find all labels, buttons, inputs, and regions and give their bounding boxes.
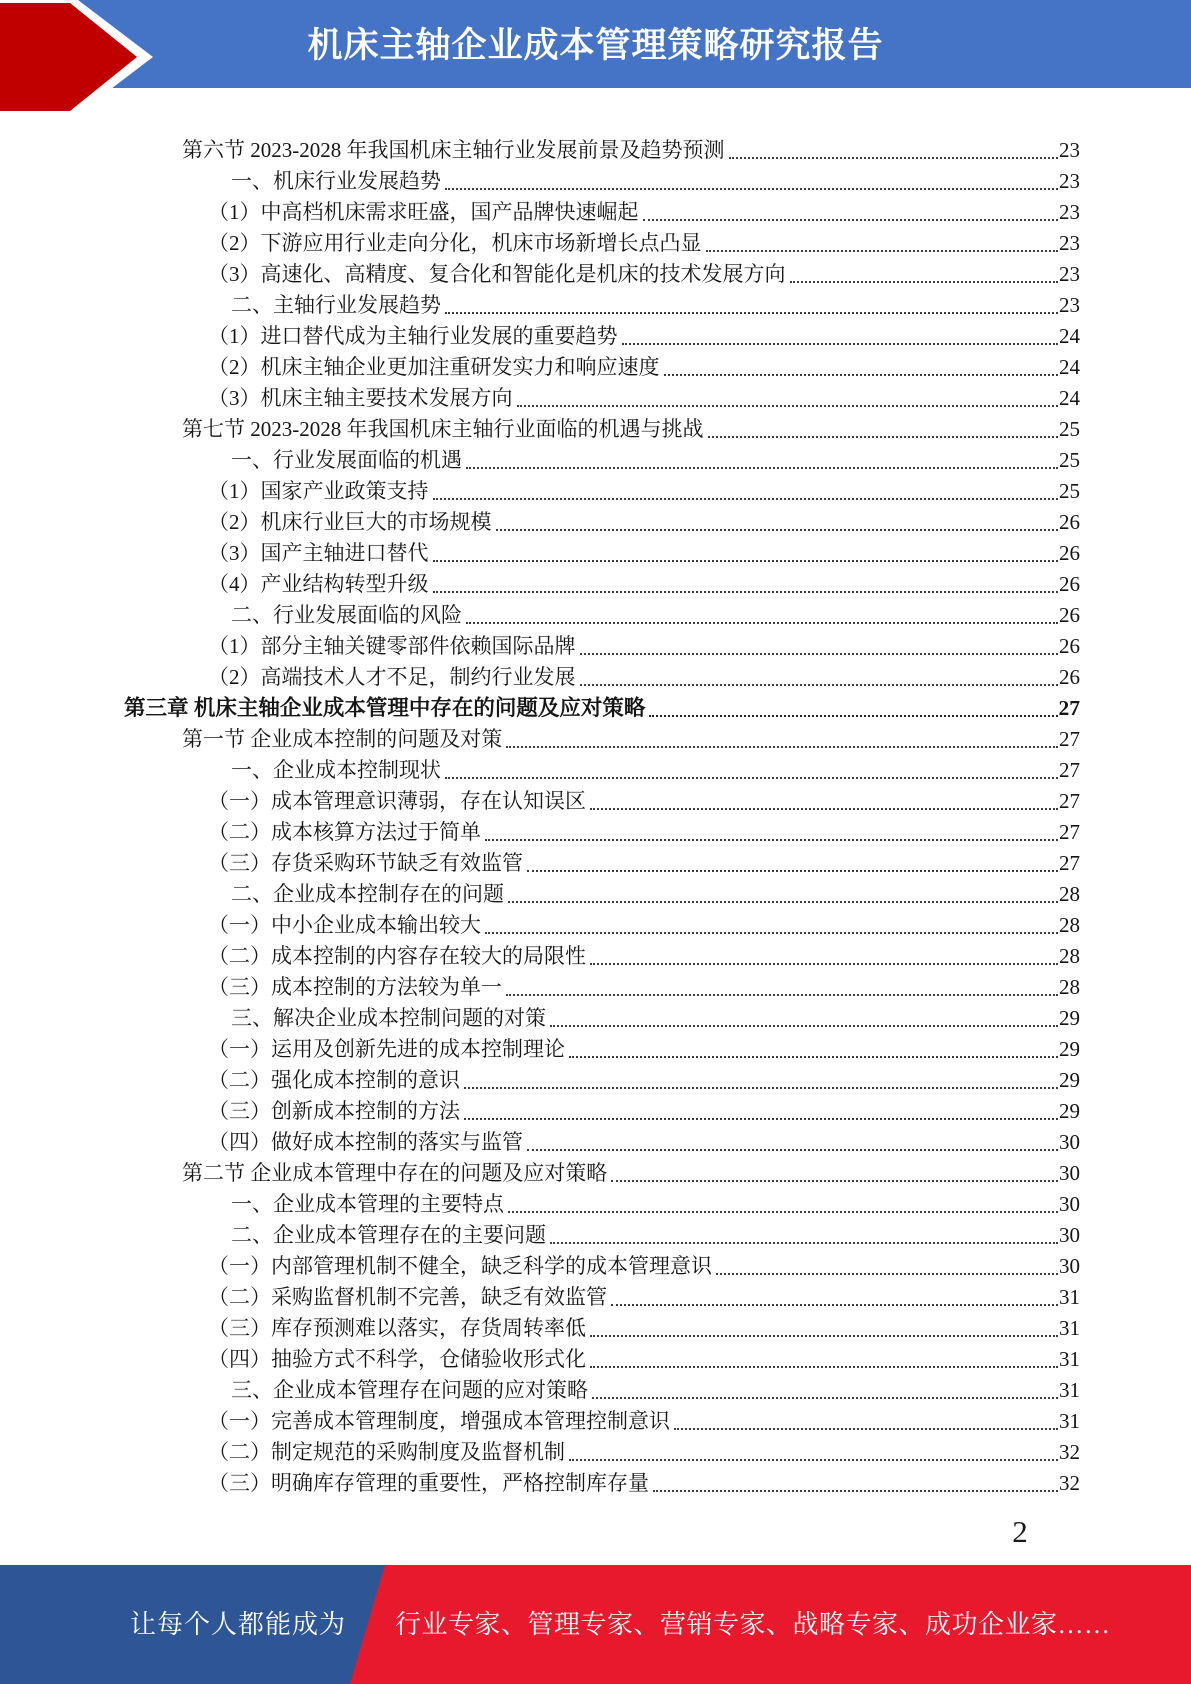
toc-entry-label: （二）制定规范的采购制度及监督机制 (208, 1440, 565, 1464)
toc-entry[interactable] (124, 816, 1080, 847)
toc-entry-label: （1）进口替代成为主轴行业发展的重要趋势 (208, 324, 618, 348)
toc-dot-leader (433, 498, 1059, 500)
toc-page-number: 25 (1059, 448, 1080, 472)
toc-entry-label: （三）创新成本控制的方法 (208, 1099, 460, 1123)
toc-page-number: 29 (1059, 1006, 1080, 1030)
toc-dot-leader (674, 1428, 1058, 1430)
toc-page-number: 28 (1059, 975, 1080, 999)
toc-entry-label: （三）存货采购环节缺乏有效监管 (208, 851, 523, 875)
toc-entry[interactable] (124, 1281, 1080, 1312)
toc-dot-leader (729, 157, 1059, 159)
toc-entry[interactable] (124, 847, 1080, 878)
toc-entry-label: （三）明确库存管理的重要性，严格控制库存量 (208, 1471, 649, 1495)
toc-entry-label: （一）内部管理机制不健全，缺乏科学的成本管理意识 (208, 1254, 712, 1278)
toc-page-number: 27 (1059, 758, 1080, 782)
toc-dot-leader (433, 591, 1059, 593)
toc-entry[interactable] (124, 1436, 1080, 1467)
toc-entry[interactable] (124, 196, 1080, 227)
toc-dot-leader (590, 963, 1058, 965)
toc-page-number: 28 (1059, 913, 1080, 937)
toc-entry[interactable] (124, 227, 1080, 258)
toc-entry[interactable] (124, 413, 1080, 444)
toc-entry[interactable] (124, 785, 1080, 816)
toc-dot-leader (580, 684, 1059, 686)
toc-page-number: 29 (1059, 1037, 1080, 1061)
toc-page-number: 24 (1059, 324, 1080, 348)
toc-entry[interactable] (124, 1188, 1080, 1219)
toc-page-number: 31 (1059, 1378, 1080, 1402)
toc-page-number: 32 (1059, 1471, 1080, 1495)
toc-entry[interactable] (124, 475, 1080, 506)
toc-entry[interactable] (124, 258, 1080, 289)
toc-entry[interactable] (124, 1095, 1080, 1126)
toc-entry-label: 二、行业发展面临的风险 (231, 603, 462, 627)
toc-dot-leader (580, 653, 1059, 655)
toc-entry[interactable] (124, 971, 1080, 1002)
toc-page-number: 29 (1059, 1099, 1080, 1123)
toc-page-number: 26 (1059, 510, 1080, 534)
toc-page-number: 31 (1059, 1285, 1080, 1309)
toc-entry[interactable] (124, 351, 1080, 382)
footer-band (0, 1565, 1191, 1684)
report-title: 机床主轴企业成本管理策略研究报告 (307, 26, 884, 65)
toc-page-number: 30 (1059, 1130, 1080, 1154)
toc-dot-leader (664, 374, 1059, 376)
toc-page-number: 32 (1059, 1440, 1080, 1464)
toc-dot-leader (790, 281, 1059, 283)
toc-entry-label: 第一节 企业成本控制的问题及对策 (182, 727, 503, 751)
toc-page-number: 30 (1059, 1223, 1080, 1247)
toc-dot-leader (445, 312, 1058, 314)
toc-page-number: 31 (1059, 1316, 1080, 1340)
toc-entry[interactable] (124, 878, 1080, 909)
toc-entry[interactable] (124, 506, 1080, 537)
toc-dot-leader (643, 219, 1059, 221)
toc-entry[interactable] (124, 940, 1080, 971)
toc-entry-label: 二、主轴行业发展趋势 (231, 293, 441, 317)
toc-entry-label: （2）机床主轴企业更加注重研发实力和响应速度 (208, 355, 660, 379)
toc-page-number: 26 (1059, 541, 1080, 565)
toc-page-number: 25 (1059, 479, 1080, 503)
toc-entry-label: （一）中小企业成本输出较大 (208, 913, 481, 937)
toc-entry[interactable] (124, 289, 1080, 320)
toc-page-number: 27 (1058, 696, 1080, 720)
toc-dot-leader (485, 932, 1058, 934)
toc-entry[interactable] (124, 134, 1080, 165)
toc-entry-label: 三、解决企业成本控制问题的对策 (231, 1006, 546, 1030)
toc-page-number: 26 (1059, 665, 1080, 689)
toc-page-number: 23 (1059, 262, 1080, 286)
toc-entry[interactable] (124, 1343, 1080, 1374)
toc-entry-label: 一、行业发展面临的机遇 (231, 448, 462, 472)
toc-page-number: 31 (1059, 1347, 1080, 1371)
toc-page-number: 26 (1059, 634, 1080, 658)
toc-entry[interactable] (124, 320, 1080, 351)
toc-page-number: 30 (1059, 1254, 1080, 1278)
toc-entry[interactable] (124, 1033, 1080, 1064)
toc-dot-leader (708, 436, 1059, 438)
toc-page-number: 24 (1059, 355, 1080, 379)
toc-page-number: 30 (1059, 1192, 1080, 1216)
toc-entry[interactable] (124, 723, 1080, 754)
toc-entry-label: （4）产业结构转型升级 (208, 572, 429, 596)
toc-entry-label: （2）机床行业巨大的市场规模 (208, 510, 492, 534)
toc-entry-label: （1）国家产业政策支持 (208, 479, 429, 503)
toc-entry-label: （四）抽验方式不科学，仓储验收形式化 (208, 1347, 586, 1371)
toc-entry-label: （二）成本控制的内容存在较大的局限性 (208, 944, 586, 968)
toc-dot-leader (706, 250, 1059, 252)
toc-page-number: 24 (1059, 386, 1080, 410)
toc-page-number: 23 (1059, 200, 1080, 224)
toc-page-number: 23 (1059, 169, 1080, 193)
toc-page-number: 28 (1059, 944, 1080, 968)
toc-dot-leader (590, 1366, 1058, 1368)
toc-page-number: 29 (1059, 1068, 1080, 1092)
toc-entry-label: 第七节 2023-2028 年我国机床主轴行业面临的机遇与挑战 (182, 417, 704, 441)
toc-entry-label: 二、企业成本管理存在的主要问题 (231, 1223, 546, 1247)
toc-dot-leader (527, 1149, 1058, 1151)
toc-entry-label: （二）采购监督机制不完善，缺乏有效监管 (208, 1285, 607, 1309)
toc-dot-leader (592, 1397, 1058, 1399)
toc-dot-leader (550, 1025, 1058, 1027)
toc-entry[interactable] (124, 661, 1080, 692)
toc-dot-leader (466, 467, 1058, 469)
toc-entry[interactable] (124, 1250, 1080, 1281)
toc-entry-label: （四）做好成本控制的落实与监管 (208, 1130, 523, 1154)
toc-page-number: 27 (1059, 820, 1080, 844)
toc-dot-leader (716, 1273, 1058, 1275)
toc-entry[interactable] (124, 909, 1080, 940)
toc-dot-leader (445, 777, 1058, 779)
footer-slogan-left: 让每个人都能成为 (129, 1610, 346, 1639)
header-banner (0, 0, 1191, 88)
toc-entry-label: （一）运用及创新先进的成本控制理论 (208, 1037, 565, 1061)
toc-entry-label: 一、机床行业发展趋势 (231, 169, 441, 193)
toc-entry[interactable] (124, 1064, 1080, 1095)
toc-entry-label: （3）机床主轴主要技术发展方向 (208, 386, 513, 410)
toc-dot-leader (590, 1335, 1058, 1337)
toc-entry-label: （一）成本管理意识薄弱，存在认知误区 (208, 789, 586, 813)
toc-dot-leader (527, 870, 1058, 872)
toc-dot-leader (653, 1490, 1058, 1492)
toc-entry[interactable] (124, 1002, 1080, 1033)
toc-entry-label: （1）中高档机床需求旺盛，国产品牌快速崛起 (208, 200, 639, 224)
toc-entry[interactable] (124, 1467, 1080, 1498)
toc-entry-label: 第二节 企业成本管理中存在的问题及应对策略 (182, 1161, 608, 1185)
toc-page-number: 27 (1059, 727, 1080, 751)
toc-entry[interactable] (124, 1157, 1080, 1188)
toc-dot-leader (649, 715, 1057, 717)
toc-entry[interactable] (124, 630, 1080, 661)
toc-entry-label: 一、企业成本控制现状 (231, 758, 441, 782)
toc-dot-leader (550, 1242, 1058, 1244)
toc-entry-label: 第三章 机床主轴企业成本管理中存在的问题及应对策略 (124, 696, 646, 720)
toc-page-number: 26 (1059, 603, 1080, 627)
toc-entry[interactable] (124, 1219, 1080, 1250)
toc-dot-leader (506, 746, 1058, 748)
folio-page-number: 2 (1012, 1514, 1028, 1549)
toc-entry[interactable] (124, 537, 1080, 568)
toc-entry-label: （1）部分主轴关键零部件依赖国际品牌 (208, 634, 576, 658)
toc-entry-label: （3）国产主轴进口替代 (208, 541, 429, 565)
toc-entry[interactable] (124, 382, 1080, 413)
toc-entry-label: （三）库存预测难以落实，存货周转率低 (208, 1316, 586, 1340)
toc-entry-label: 第六节 2023-2028 年我国机床主轴行业发展前景及趋势预测 (182, 138, 725, 162)
toc-dot-leader (445, 188, 1058, 190)
toc-entry[interactable] (124, 1126, 1080, 1157)
toc-dot-leader (464, 1118, 1058, 1120)
toc-dot-leader (569, 1056, 1058, 1058)
toc-entry-label: 三、企业成本管理存在问题的应对策略 (231, 1378, 588, 1402)
toc-dot-leader (569, 1459, 1058, 1461)
toc-page-number: 30 (1059, 1161, 1080, 1185)
toc-dot-leader (622, 343, 1059, 345)
toc-dot-leader (590, 808, 1058, 810)
table-of-contents (124, 134, 1080, 1498)
toc-dot-leader (496, 529, 1059, 531)
toc-entry[interactable] (124, 165, 1080, 196)
toc-dot-leader (464, 1087, 1058, 1089)
toc-page-number: 27 (1059, 851, 1080, 875)
toc-entry[interactable] (124, 568, 1080, 599)
toc-entry-label: （一）完善成本管理制度，增强成本管理控制意识 (208, 1409, 670, 1433)
toc-dot-leader (508, 1211, 1058, 1213)
toc-page-number: 31 (1059, 1409, 1080, 1433)
toc-page-number: 28 (1059, 882, 1080, 906)
toc-dot-leader (611, 1180, 1058, 1182)
toc-dot-leader (466, 622, 1058, 624)
toc-page-number: 27 (1059, 789, 1080, 813)
toc-dot-leader (506, 994, 1058, 996)
toc-entry-label: （二）强化成本控制的意识 (208, 1068, 460, 1092)
toc-dot-leader (611, 1304, 1058, 1306)
toc-entry-label: 二、企业成本控制存在的问题 (231, 882, 504, 906)
toc-entry-label: （3）高速化、高精度、复合化和智能化是机床的技术发展方向 (208, 262, 786, 286)
toc-page-number: 23 (1059, 138, 1080, 162)
toc-page-number: 26 (1059, 572, 1080, 596)
toc-dot-leader (517, 405, 1059, 407)
toc-entry-label: （三）成本控制的方法较为单一 (208, 975, 502, 999)
toc-page-number: 23 (1059, 293, 1080, 317)
toc-entry[interactable] (124, 1312, 1080, 1343)
toc-entry[interactable] (124, 692, 1080, 723)
toc-entry[interactable] (124, 754, 1080, 785)
toc-entry-label: （2）下游应用行业走向分化，机床市场新增长点凸显 (208, 231, 702, 255)
toc-dot-leader (485, 839, 1058, 841)
toc-entry[interactable] (124, 1374, 1080, 1405)
footer-slogan-right: 行业专家、管理专家、营销专家、战略专家、成功企业家…… (395, 1610, 1111, 1639)
toc-entry-label: （2）高端技术人才不足，制约行业发展 (208, 665, 576, 689)
toc-entry-label: （二）成本核算方法过于简单 (208, 820, 481, 844)
toc-page-number: 25 (1059, 417, 1080, 441)
toc-entry[interactable] (124, 444, 1080, 475)
toc-entry[interactable] (124, 599, 1080, 630)
toc-dot-leader (508, 901, 1058, 903)
toc-page-number: 23 (1059, 231, 1080, 255)
toc-entry[interactable] (124, 1405, 1080, 1436)
toc-entry-label: 一、企业成本管理的主要特点 (231, 1192, 504, 1216)
toc-dot-leader (433, 560, 1059, 562)
